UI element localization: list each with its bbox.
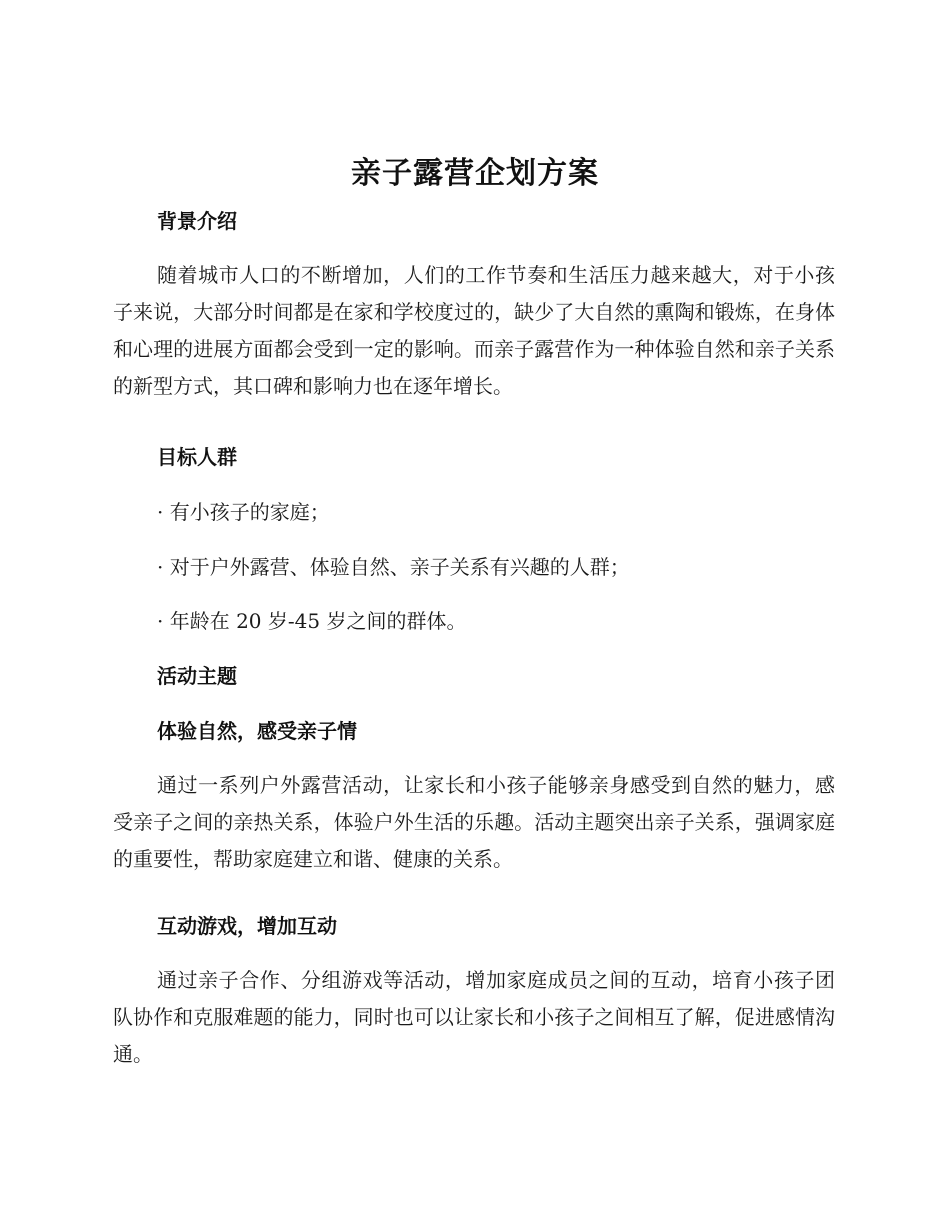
- paragraph-games: 通过亲子合作、分组游戏等活动，增加家庭成员之间的互动，培育小孩子团队协作和克服难题的能力，同时也可以让家长和小孩子之间相互了解，促进感情沟通。: [113, 968, 835, 1066]
- list-item: · 有小孩子的家庭；: [157, 500, 330, 524]
- heading-nature: 体验自然，感受亲子情: [157, 719, 357, 743]
- heading-games: 互动游戏，增加互动: [157, 914, 337, 938]
- list-item: · 对于户外露营、体验自然、亲子关系有兴趣的人群；: [157, 555, 630, 579]
- paragraph-nature: 通过一系列户外露营活动，让家长和小孩子能够亲身感受到自然的魅力，感受亲子之间的亲热关系，体验户外生活的乐趣。活动主题突出亲子关系，强调家庭的重要性，帮助家庭建立和谐、健康的关系。: [113, 773, 835, 871]
- heading-activity-theme: 活动主题: [157, 664, 237, 688]
- heading-target-audience: 目标人群: [157, 445, 237, 469]
- paragraph-background: 随着城市人口的不断增加，人们的工作节奏和生活压力越来越大，对于小孩子来说，大部分时间都是在家和学校度过的，缺少了大自然的熏陶和锻炼，在身体和心理的进展方面都会受到一定的影响。而亲子露营作为一种体验自然和亲子关系的新型方式，其口碑和影响力也在逐年增长。: [113, 263, 835, 398]
- list-item: · 年龄在 20 岁-45 岁之间的群体。: [157, 609, 467, 633]
- heading-background: 背景介绍: [157, 209, 237, 233]
- document-title: 亲子露营企划方案: [351, 156, 599, 191]
